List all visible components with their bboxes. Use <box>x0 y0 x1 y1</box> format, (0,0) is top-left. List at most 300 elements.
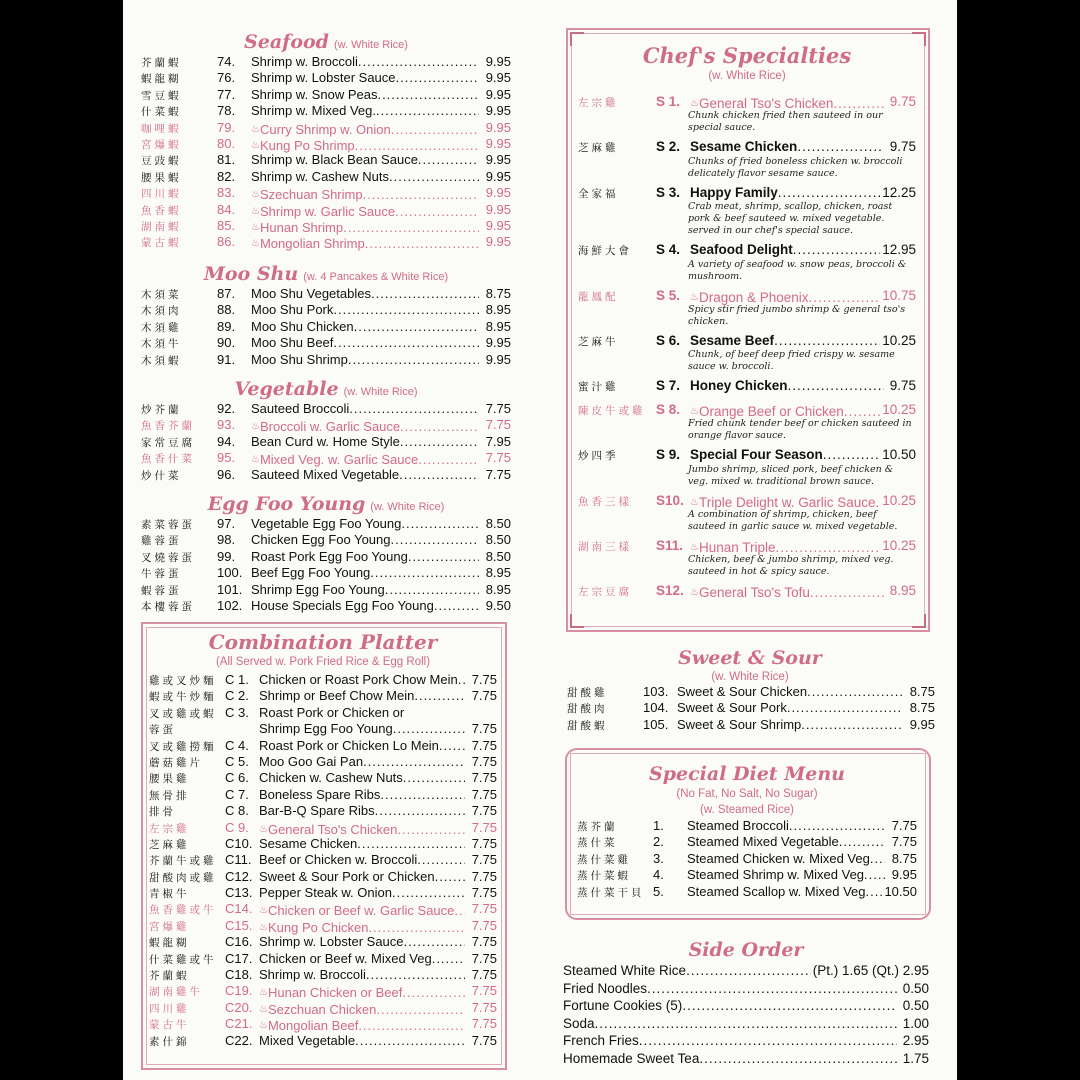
item-number: C 4. <box>225 737 249 753</box>
item-number: S 2. <box>656 139 681 155</box>
menu-item-row <box>578 538 916 554</box>
item-description: A combination of shrimp, chicken, beef sauteed in garlic sauce w. mixed vegetable. <box>688 508 898 532</box>
chinese-name: 蒸什菜雞 <box>577 853 631 866</box>
section-title: Chef's Specialties <box>642 43 852 68</box>
chinese-name: 左宗雞 <box>149 822 190 835</box>
chinese-name: 甜酸肉 <box>567 703 608 716</box>
dot-leader <box>699 1050 897 1068</box>
menu-item-row <box>149 901 497 917</box>
menu-item-row <box>578 333 916 349</box>
item-name: Happy Family <box>690 184 778 200</box>
item-name: Roast Pork Egg Foo Young <box>251 548 408 564</box>
item-price: 8.95 <box>485 318 511 334</box>
item-number: 98. <box>217 532 236 548</box>
chinese-name: 蒸什菜干貝 <box>577 886 645 899</box>
dot-leader <box>371 286 479 302</box>
item-name: Steamed Broccoli <box>687 818 789 833</box>
menu-item-row <box>149 951 497 967</box>
item-name: Mongolian Beef <box>267 1018 359 1034</box>
item-price: 1.00 <box>902 1015 929 1031</box>
hot-spicy-icon: ♨ <box>259 1003 268 1015</box>
item-name: Bar-B-Q Spare Ribs <box>259 803 375 819</box>
item-price: 7.75 <box>471 885 497 901</box>
chinese-name: 魚香蝦 <box>141 204 182 217</box>
item-name: Shrimp w. Cashew Nuts <box>251 168 389 184</box>
chinese-name: 雞或叉炒麵 <box>149 675 217 687</box>
dot-leader <box>377 87 479 103</box>
menu-item-row <box>563 1032 929 1050</box>
item-price: 7.75 <box>471 950 497 966</box>
item-number: 104. <box>643 700 669 716</box>
chinese-name: 素什錦 <box>149 1035 190 1048</box>
item-number: C16. <box>225 934 253 950</box>
corner-ornament <box>912 32 926 46</box>
chinese-name: 本樓蓉蛋 <box>141 600 195 613</box>
menu-item-row <box>578 447 916 463</box>
menu-item-row <box>149 721 497 737</box>
item-description: Chunks of fried boneless chicken w. broccoli delicately flavor sesame sauce. <box>688 155 903 179</box>
item-name: Chicken or Beef w. Garlic Sauce <box>267 903 455 919</box>
chinese-name: 蝦龍糊 <box>141 73 182 86</box>
item-name: Steamed Shrimp w. Mixed Veg <box>687 867 865 883</box>
chinese-name: 魚香什菜 <box>141 453 195 466</box>
dot-leader <box>399 467 479 483</box>
item-number: 83. <box>217 185 236 201</box>
chinese-name: 蜜汁雞 <box>578 381 619 394</box>
item-name: Roast Pork or Chicken or <box>259 704 405 720</box>
item-description: A variety of seafood w. snow peas, broccoli & mushroom. <box>688 258 907 282</box>
item-list <box>141 286 511 368</box>
menu-item-row <box>141 434 511 450</box>
chinese-name: 牛蓉蛋 <box>141 568 182 581</box>
chinese-name: 魚香芥蘭 <box>141 420 195 433</box>
menu-item-row <box>141 450 511 466</box>
item-name: Sweet & Sour Chicken <box>677 684 808 699</box>
item-name: Vegetable Egg Foo Young <box>251 516 402 531</box>
item-price: 7.95 <box>485 433 511 449</box>
menu-item-row <box>141 352 511 368</box>
chinese-name: 青椒牛 <box>149 888 190 901</box>
item-name: French Fries <box>563 1033 639 1049</box>
menu-item-row <box>141 549 511 565</box>
item-name: Shrimp w. Snow Peas <box>251 86 378 102</box>
menu-item-row <box>577 867 917 883</box>
item-list <box>141 401 511 483</box>
item-name: Roast Pork or Chicken Lo Mein <box>259 737 439 753</box>
item-name: Soda <box>563 1015 595 1031</box>
menu-item-row <box>149 688 497 704</box>
item-number: C14. <box>225 901 253 917</box>
section-subtitle: (No Fat, No Salt, No Sugar) <box>676 788 818 800</box>
specialty-item <box>578 139 916 179</box>
item-description: Chicken, beef & jumbo shrimp, mixed veg. sauteed in hot & spicy sauce. <box>688 554 894 578</box>
menu-item-row <box>141 103 511 119</box>
item-price: 9.95 <box>909 716 935 732</box>
item-name: Triple Delight w. Garlic Sauce <box>698 494 876 510</box>
item-price: 10.25 <box>882 492 916 508</box>
chinese-name: 蒸什菜蝦 <box>577 870 631 883</box>
chinese-name: 腰果雞 <box>149 773 190 786</box>
dot-leader <box>647 980 897 998</box>
item-price: 8.50 <box>485 516 511 531</box>
hot-spicy-icon: ♨ <box>259 905 268 917</box>
item-name: Sauteed Broccoli <box>251 401 350 416</box>
item-price: 9.95 <box>485 54 511 69</box>
item-number: 84. <box>217 201 236 217</box>
item-number: 79. <box>217 119 236 135</box>
chinese-name: 芥蘭蝦 <box>149 970 190 983</box>
item-number: 102. <box>217 597 243 613</box>
menu-page <box>123 0 957 1080</box>
menu-item-row <box>141 319 511 335</box>
specialty-item <box>578 538 916 578</box>
menu-item-row <box>563 980 929 998</box>
menu-item-row <box>578 493 916 509</box>
item-price: 7.75 <box>485 466 511 482</box>
chinese-name: 蓉蛋 <box>149 724 176 737</box>
specialty-item <box>578 402 916 442</box>
item-number: C20. <box>225 999 253 1015</box>
hot-spicy-icon: ♨ <box>690 291 699 303</box>
hot-spicy-icon: ♨ <box>690 98 699 109</box>
item-price: 7.75 <box>471 934 497 950</box>
dot-leader <box>391 122 479 138</box>
item-price: 10.25 <box>882 537 916 553</box>
dot-leader <box>393 721 465 737</box>
chinese-name: 家常豆腐 <box>141 436 195 449</box>
chinese-name: 芥蘭蝦 <box>141 57 182 69</box>
chinese-name: 龍鳳配 <box>578 290 619 303</box>
item-name: Fried Noodles <box>563 980 648 996</box>
menu-item-row <box>141 467 511 483</box>
dot-leader <box>864 867 885 883</box>
item-name: Shrimp Egg Foo Young <box>259 721 393 737</box>
item-description: Chunk chicken fried then sauteed in our special sauce. <box>688 110 883 134</box>
item-price: 9.95 <box>485 135 511 151</box>
menu-item-row <box>567 700 935 716</box>
menu-item-row <box>578 378 916 394</box>
menu-item-row <box>141 532 511 548</box>
specialty-item <box>578 447 916 487</box>
item-name: Shrimp w. Mixed Veg. <box>251 103 376 119</box>
dot-leader <box>439 738 465 754</box>
item-number: 74. <box>217 54 236 69</box>
item-name: Hunan Chicken or Beef <box>267 985 403 1001</box>
item-price: 10.50 <box>882 447 916 463</box>
item-number: 97. <box>217 516 236 531</box>
hot-spicy-icon: ♨ <box>251 123 260 135</box>
dot-leader <box>432 951 465 967</box>
menu-item-row <box>149 1000 497 1016</box>
item-number: C19. <box>225 983 253 999</box>
item-price: (Pt.) 1.65 (Qt.) 2.95 <box>812 963 929 978</box>
item-price: 10.25 <box>882 401 916 417</box>
item-price: 12.25 <box>882 184 916 200</box>
chinese-name: 雞蓉蛋 <box>141 535 182 548</box>
item-number: 96. <box>217 466 236 482</box>
menu-item-row <box>578 242 916 258</box>
seafood-section <box>141 30 511 251</box>
item-price: 7.75 <box>471 819 497 835</box>
menu-item-row <box>149 934 497 950</box>
section-title: Combination Platter <box>208 630 438 654</box>
item-number: S 6. <box>656 332 681 348</box>
menu-item-row <box>578 94 916 110</box>
menu-item-row <box>149 738 497 754</box>
menu-item-row <box>577 884 917 900</box>
item-price: 8.50 <box>485 532 511 548</box>
chinese-name: 咖哩蝦 <box>141 122 182 135</box>
item-number: C 5. <box>225 753 249 769</box>
item-price: 7.75 <box>471 770 497 786</box>
specialty-item <box>578 94 916 134</box>
chinese-name: 芥蘭牛或雞 <box>149 855 217 868</box>
combination-box <box>141 622 507 1070</box>
hot-spicy-icon: ♨ <box>251 205 260 217</box>
dot-leader <box>454 903 465 919</box>
menu-item-row <box>149 885 497 901</box>
item-price: 9.95 <box>485 335 511 351</box>
menu-item-row <box>578 402 916 418</box>
section-subtitle: (w. Steamed Rice) <box>700 804 794 816</box>
section-subtitle: (w. White Rice) <box>708 70 786 82</box>
menu-item-row <box>141 152 511 168</box>
chinese-name: 雪豆蝦 <box>141 89 182 102</box>
dot-leader <box>807 684 903 700</box>
item-name: Steamed Mixed Vegetable <box>687 834 839 850</box>
item-number: S 5. <box>656 287 681 303</box>
menu-item-row <box>563 1050 929 1068</box>
sweetsour-section <box>563 646 937 733</box>
item-price: 7.75 <box>471 737 497 753</box>
specialty-item <box>578 583 916 599</box>
menu-item-row <box>149 803 497 819</box>
hot-spicy-icon: ♨ <box>259 823 268 835</box>
item-number: C12. <box>225 868 253 884</box>
item-name: Moo Shu Shrimp <box>251 351 348 367</box>
chinese-name: 芝麻雞 <box>578 142 619 155</box>
item-price: 9.75 <box>889 139 916 155</box>
item-name: Shrimp w. Broccoli <box>259 967 366 983</box>
item-number: 100. <box>217 565 243 581</box>
menu-item-row <box>149 918 497 934</box>
section-title: Moo Shu <box>203 263 299 285</box>
dot-leader <box>797 139 884 155</box>
item-price: 7.75 <box>471 868 497 884</box>
item-number: 87. <box>217 286 236 301</box>
item-number: S11. <box>656 537 684 553</box>
menu-item-row <box>141 70 511 86</box>
chinese-name: 陳皮牛或雞 <box>578 404 646 417</box>
item-number: C 6. <box>225 770 249 786</box>
item-number: 2. <box>653 834 664 850</box>
item-number: S 3. <box>656 184 681 200</box>
item-price: 10.25 <box>882 332 916 348</box>
item-price: 8.50 <box>485 548 511 564</box>
chinese-name: 湖南蝦 <box>141 220 182 233</box>
section-subtitle: (w. 4 Pancakes & White Rice) <box>303 271 449 283</box>
item-number: C13. <box>225 885 253 901</box>
dot-leader <box>404 934 465 950</box>
menu-item-row <box>141 286 511 302</box>
item-price: 8.75 <box>909 684 935 699</box>
chinese-name: 魚香雞或牛 <box>149 904 217 917</box>
item-name: Mixed Vegetable <box>259 1032 356 1048</box>
item-name: Chicken Egg Foo Young <box>251 532 391 548</box>
chinese-name: 蝦龍糊 <box>149 937 190 950</box>
section-title: Vegetable <box>234 378 339 400</box>
specialty-item <box>578 333 916 373</box>
chinese-name: 木須蝦 <box>141 354 182 367</box>
chinese-name: 宮爆雞 <box>149 920 190 933</box>
dot-leader <box>839 834 885 850</box>
item-name: Moo Shu Vegetables <box>251 286 371 301</box>
chinese-name: 木須菜 <box>141 289 182 301</box>
dot-leader <box>355 1033 465 1049</box>
item-price: 7.75 <box>471 967 497 983</box>
dot-leader <box>376 1002 465 1018</box>
menu-item-row <box>567 684 935 700</box>
corner-ornament <box>570 614 584 628</box>
item-name: Homemade Sweet Tea <box>563 1050 700 1066</box>
item-number: S 4. <box>656 242 681 258</box>
item-price: 9.95 <box>485 70 511 86</box>
item-name: Shrimp w. Black Bean Sauce <box>251 152 418 168</box>
dot-leader <box>639 1032 897 1050</box>
item-name: Steamed Scallop w. Mixed Veg <box>687 883 866 899</box>
item-price: 7.75 <box>471 1032 497 1048</box>
chinese-name: 排骨 <box>149 806 176 819</box>
menu-item-row <box>149 1016 497 1032</box>
menu-item-row <box>149 983 497 999</box>
item-name: General Tso's Tofu <box>698 585 810 601</box>
menu-item-row <box>149 1033 497 1049</box>
menu-item-row <box>563 997 929 1015</box>
item-number: 93. <box>217 417 236 433</box>
dot-leader <box>395 204 479 220</box>
dot-leader <box>686 962 811 980</box>
item-price: 9.95 <box>485 119 511 135</box>
item-name: Szechuan Shrimp <box>259 187 363 203</box>
item-name: Seafood Delight <box>690 242 793 258</box>
item-name: Shrimp w. Lobster Sauce <box>259 934 404 950</box>
item-number: 94. <box>217 433 236 449</box>
dot-leader <box>349 401 479 417</box>
chinese-name: 左宗雞 <box>578 97 619 109</box>
item-price: 7.75 <box>471 672 497 687</box>
section-subtitle: (w. White Rice) <box>333 39 408 51</box>
dot-leader <box>333 302 479 318</box>
item-name: Sesame Beef <box>690 332 775 348</box>
item-number: 88. <box>217 302 236 318</box>
item-name: Sweet & Sour Pork <box>677 700 787 716</box>
chinese-name: 芝麻牛 <box>578 335 619 348</box>
chinese-name: 蒙古牛 <box>149 1019 190 1032</box>
item-price: 0.50 <box>902 998 929 1014</box>
menu-item-row <box>149 770 497 786</box>
item-price: 8.75 <box>485 286 511 301</box>
item-name: Boneless Spare Ribs <box>259 786 381 802</box>
item-number: 86. <box>217 234 236 250</box>
dot-leader <box>823 447 880 463</box>
item-name: Dragon & Phoenix <box>698 289 809 305</box>
section-title: Special Diet Menu <box>649 763 845 785</box>
dot-leader <box>810 585 884 601</box>
chinese-name: 左宗豆腐 <box>578 586 632 599</box>
chinese-name: 蝦或牛炒麵 <box>149 691 217 704</box>
hot-spicy-icon: ♨ <box>690 405 699 417</box>
item-price: 9.95 <box>485 217 511 233</box>
item-price: 12.95 <box>882 242 916 258</box>
menu-item-row <box>141 54 511 70</box>
item-name: Beef or Chicken w. Broccoli <box>259 852 418 868</box>
menu-item-row <box>141 202 511 218</box>
item-price: 9.95 <box>891 867 917 883</box>
mooshu-section <box>141 262 511 368</box>
section-subtitle: (w. White Rice) <box>343 386 418 398</box>
section-title: Seafood <box>244 31 329 53</box>
menu-item-row <box>149 672 497 688</box>
item-price: 9.95 <box>485 86 511 102</box>
item-list <box>577 818 917 900</box>
menu-item-row <box>578 288 916 304</box>
dot-leader <box>385 582 479 598</box>
dot-leader <box>774 333 880 349</box>
item-price: 2.95 <box>902 1033 929 1049</box>
item-price: 7.75 <box>471 983 497 999</box>
dot-leader <box>370 565 479 581</box>
chinese-name: 炒四季 <box>578 450 619 463</box>
item-number: 1. <box>653 818 664 833</box>
item-number: 76. <box>217 70 236 86</box>
item-number: S 7. <box>656 378 681 394</box>
item-price: 10.75 <box>882 287 916 303</box>
item-price: 7.75 <box>471 721 497 737</box>
item-list <box>141 54 511 251</box>
dot-leader <box>354 319 479 335</box>
hot-spicy-icon: ♨ <box>690 496 699 508</box>
item-number: 92. <box>217 401 236 416</box>
item-number: C15. <box>225 917 253 933</box>
item-number: 80. <box>217 135 236 151</box>
menu-item-row <box>141 335 511 351</box>
item-name: Sweet & Sour Shrimp <box>677 716 802 732</box>
chinese-name: 豆豉蝦 <box>141 155 182 168</box>
dot-leader <box>365 236 479 252</box>
item-price: 7.75 <box>471 1016 497 1032</box>
item-price: 1.75 <box>902 1050 929 1066</box>
item-number: C22. <box>225 1032 253 1048</box>
menu-item-row <box>141 582 511 598</box>
item-name: Sesame Chicken <box>259 835 358 851</box>
item-price: 7.75 <box>471 753 497 769</box>
section-subtitle: (All Served w. Pork Fried Rice & Egg Roll) <box>215 656 431 668</box>
item-price: 7.75 <box>891 818 917 833</box>
item-name: Sauteed Mixed Vegetable <box>251 466 400 482</box>
hot-spicy-icon: ♨ <box>259 921 268 933</box>
item-price: 9.95 <box>485 168 511 184</box>
item-price: 7.75 <box>471 786 497 802</box>
chinese-name: 叉或雞或蝦 <box>149 707 217 720</box>
item-number: C17. <box>225 950 253 966</box>
dot-leader <box>408 549 479 565</box>
dot-leader <box>358 54 479 70</box>
chinese-name: 木須牛 <box>141 338 182 351</box>
specialty-item <box>578 185 916 237</box>
dot-leader <box>363 754 465 770</box>
menu-item-row <box>149 705 497 721</box>
item-price: 7.75 <box>471 901 497 917</box>
